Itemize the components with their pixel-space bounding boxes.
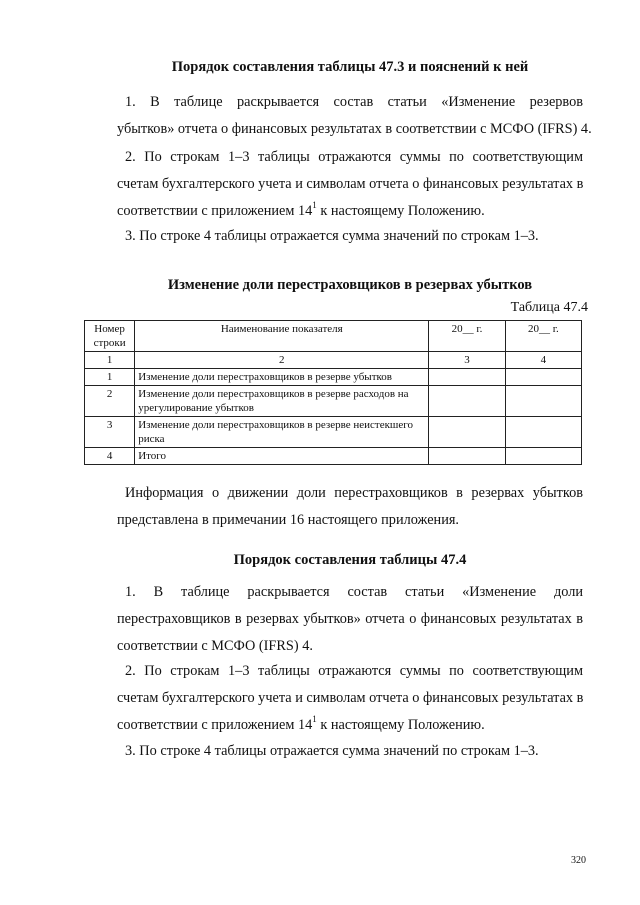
section2-p1-line2: перестраховщиков в резервах убытков» отчета о финансовых результатах в (117, 611, 583, 627)
row-value-2 (505, 369, 581, 386)
row-value-1 (429, 417, 505, 448)
row-value-1 (429, 448, 505, 465)
section1-p2-line2: счетам бухгалтерского учета и символам отчета о финансовых результатах в (117, 176, 584, 192)
row-value-2 (505, 386, 581, 417)
section2-p2-line1: 2. По строкам 1–3 таблицы отражаются суммы по соответствующим (125, 663, 583, 679)
section1-paragraph-2 (117, 144, 583, 225)
section1-p2-footnote-mark: 1 (312, 200, 317, 211)
section2-paragraph-1 (117, 579, 583, 660)
table-header-row (85, 321, 582, 352)
table-row (85, 417, 582, 448)
section1-heading: Порядок составления таблицы 47.3 и пояснений к ней (171, 59, 529, 75)
table-note-line1: Информация о движении доли перестраховщиков в резервах убытков (125, 485, 583, 501)
row-value-2 (505, 448, 581, 465)
section1-paragraph-1 (117, 89, 592, 143)
section2-heading: Порядок составления таблицы 47.4 (233, 552, 467, 568)
section1-p2-line1: 2. По строкам 1–3 таблицы отражаются суммы по соответствующим (125, 149, 583, 165)
header-period-2: 20__ г. (505, 321, 581, 352)
section2-p2-line3 (117, 712, 583, 739)
header-period-1: 20__ г. (429, 321, 505, 352)
table-note-line2: представлена в примечании 16 настоящего приложения. (117, 512, 460, 528)
section2-p2-footnote-mark: 1 (312, 714, 317, 725)
table-column-numbers-row (85, 352, 582, 369)
header-num: Номер строки (85, 321, 135, 352)
row-num: 1 (85, 369, 135, 386)
colnum-3: 3 (429, 352, 505, 369)
section1-p2-line3-post: к настоящему Положению. (316, 203, 485, 219)
row-num: 3 (85, 417, 135, 448)
section1-p2-line3-pre: соответствии с приложением 14 (117, 203, 313, 219)
row-num: 4 (85, 448, 135, 465)
colnum-4: 4 (505, 352, 581, 369)
row-name: Изменение доли перестраховщиков в резерве расходов на урегулирование убытков (135, 386, 429, 417)
section1-p2-line3 (117, 198, 583, 225)
section2-p1-line3: соответствии с МСФО (IFRS) 4. (117, 638, 313, 654)
table-title: Изменение доли перестраховщиков в резервах убытков (167, 277, 533, 293)
section2-paragraph-2 (117, 658, 583, 739)
page-number: 320 (571, 855, 586, 866)
section2-p2-line2: счетам бухгалтерского учета и символам отчета о финансовых результатах в (117, 690, 584, 706)
section2-paragraph-3 (117, 738, 583, 765)
table-row (85, 369, 582, 386)
indicator-table (84, 320, 582, 465)
table-caption: Таблица 47.4 (510, 300, 588, 315)
row-name: Итого (135, 448, 429, 465)
table-row (85, 448, 582, 465)
section1-p1-line1: 1. В таблице раскрывается состав статьи «Изменение резервов (125, 94, 583, 110)
table-row (85, 386, 582, 417)
section2-p2-line3-post: к настоящему Положению. (316, 717, 485, 733)
colnum-1: 1 (85, 352, 135, 369)
row-value-1 (429, 386, 505, 417)
row-value-2 (505, 417, 581, 448)
row-value-1 (429, 369, 505, 386)
section2-p1-line1: 1. В таблице раскрывается состав статьи «Изменение доли (125, 584, 583, 600)
row-name: Изменение доли перестраховщиков в резерве убытков (135, 369, 429, 386)
section2-p3-line1: 3. По строке 4 таблицы отражается сумма значений по строкам 1–3. (125, 743, 539, 759)
section1-p1-line2: убытков» отчета о финансовых результатах в соответствии с МСФО (IFRS) 4. (117, 121, 592, 137)
header-name: Наименование показателя (135, 321, 429, 352)
section2-p2-line3-pre: соответствии с приложением 14 (117, 717, 313, 733)
colnum-2: 2 (135, 352, 429, 369)
section1-paragraph-3 (117, 223, 583, 250)
section1-p3-line1: 3. По строке 4 таблицы отражается сумма значений по строкам 1–3. (125, 228, 539, 244)
table-note (117, 480, 583, 534)
row-num: 2 (85, 386, 135, 417)
row-name: Изменение доли перестраховщиков в резерве неистекшего риска (135, 417, 429, 448)
